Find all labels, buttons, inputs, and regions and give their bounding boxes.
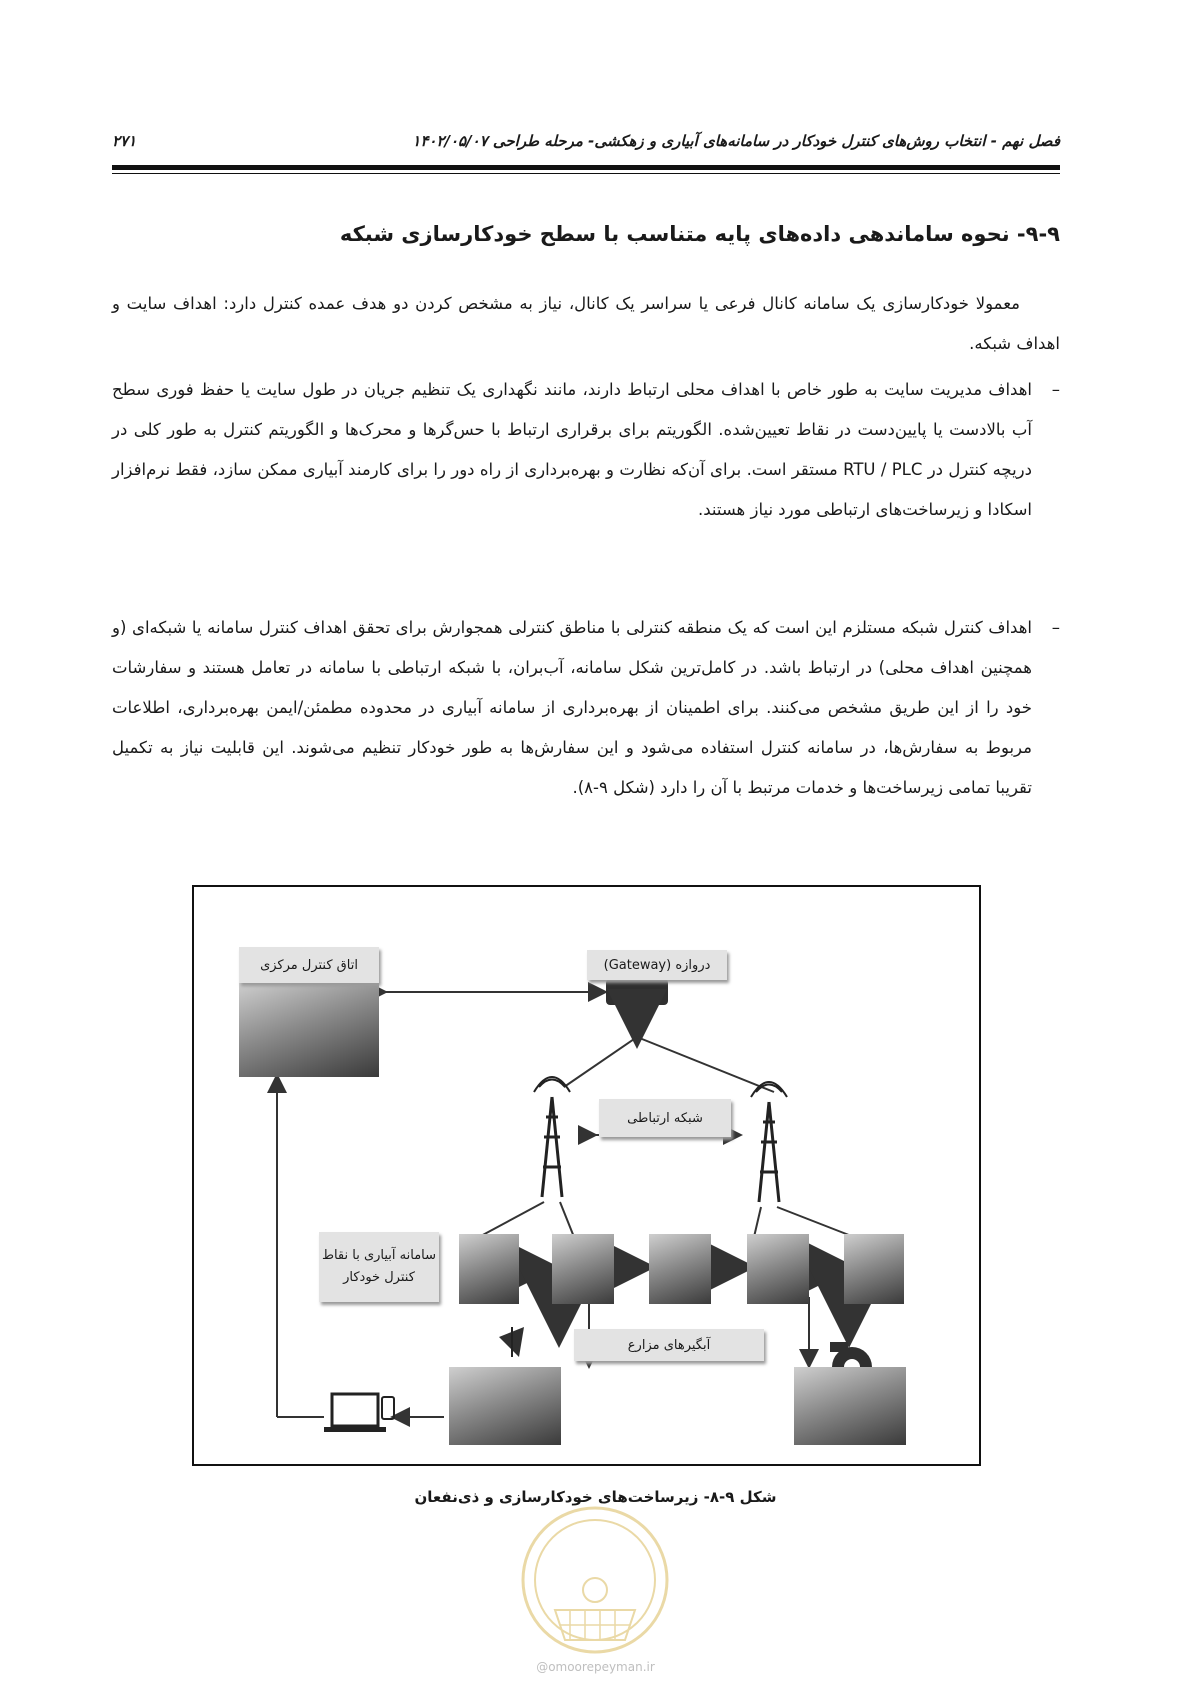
label-irrigation-line1: سامانه آبیاری با نقاط	[321, 1248, 437, 1263]
figure-caption: شکل ۹-۸- زیرساخت‌های خودکارسازی و ذی‌نفعان	[414, 1488, 777, 1506]
label-irrigation-line2: کنترل خودکار	[343, 1270, 415, 1285]
laptop-icon	[324, 1394, 386, 1432]
header-rule-thick	[112, 165, 1060, 170]
label-control-room: اتاق کنترل مرکزی	[239, 947, 379, 983]
running-header-title: فصل نهم - انتخاب روش‌های کنترل خودکار در سامانه‌های آبیاری و زهکشی- مرحله طراحی ۱۴۰۲/۰۵/۰۷	[412, 132, 1060, 150]
canal-photo-2	[552, 1234, 614, 1304]
link-gateway-tower-left	[564, 1037, 637, 1087]
canal-photo-4	[747, 1234, 809, 1304]
watermark-seal	[515, 1500, 675, 1660]
section-title: ۹-۹- نحوه ساماندهی داده‌های پایه متناسب با سطح خودکارسازی شبکه	[339, 222, 1060, 246]
farmer-photo-left	[449, 1367, 561, 1445]
intro-paragraph	[112, 284, 1060, 364]
page-number: ۲۷۱	[112, 132, 137, 150]
figure-automation-infrastructure	[192, 885, 981, 1466]
canal-photo-3	[649, 1234, 711, 1304]
bullet-network-objectives	[112, 608, 1060, 808]
canal-photo-1	[459, 1234, 519, 1304]
bullet-text: اهداف کنترل شبکه مستلزم این است که یک منطقه کنترلی با مناطق کنترلی همجوارش برای تحقق اهداف کنترل سامانه یا شبکه‌ای (و همچنین اهداف محلی) در ارتباط باشد. در کامل‌ترین شکل سامانه، آب‌بران، با شبکه ارتباطی با سامانه در تعامل هستند و سفارشات خود را از این طریق مشخص می‌کنند. برای اطمینان از بهره‌برداری از سامانه آبیاری در محدوده مطمئن/ایمن بهره‌برداری، اطلاعات مربوط به سفارش‌ها، در سامانه کنترل استفاده می‌شود و این سفارش‌ها به طور خودکار تنظیم می‌شوند. این قابلیت نیاز به تکمیل تقریبا تمامی زیرساخت‌ها و خدمات مرتبط با آن را دارد (شکل ۹-۸).	[112, 618, 1032, 797]
control-room-photo	[239, 982, 379, 1077]
farmer-photo-right	[794, 1367, 906, 1445]
label-irrigation-system	[319, 1232, 439, 1302]
label-farm-intakes: آبگیرهای مزارع	[574, 1329, 764, 1361]
canal-photo-5	[844, 1234, 904, 1304]
label-network: شبکه ارتباطی	[599, 1099, 731, 1137]
bullet-site-objectives	[112, 370, 1060, 530]
bullet-text: اهداف مدیریت سایت به طور خاص با اهداف محلی ارتباط دارند، مانند نگهداری یک تنظیم جریان در طول سایت یا حفظ فوری سطح آب بالادست یا پایین‌دست در نقاط تعیین‌شده. الگوریتم برای برقراری ارتباط با حس‌گرها و محرک‌ها و الگوریتم کنترل به طور کلی در دریچه کنترل در RTU / PLC مستقر است. برای آن‌که نظارت و بهره‌برداری از راه دور را برای کارمند آبیاری ممکن سازد، فقط نرم‌افزار اسکادا و زیرساخت‌های ارتباطی مورد نیاز هستند.	[112, 380, 1032, 519]
label-gateway: دروازه (Gateway)	[587, 950, 727, 980]
page-header	[112, 132, 1060, 154]
intro-text: معمولا خودکارسازی یک سامانه کانال فرعی یا سراسر یک کانال، نیاز به مشخص کردن دو هدف عمده کنترل دارد: اهداف سایت و اهداف شبکه.	[112, 294, 1060, 353]
phone-icon	[382, 1397, 394, 1419]
gateway-device	[606, 979, 668, 1005]
tower-right-icon	[751, 1082, 787, 1202]
watermark-url: @omoorepeyman.ir	[536, 1660, 655, 1674]
header-rule-thin	[112, 173, 1060, 174]
bullet-dash: –	[1051, 618, 1060, 637]
bullet-dash: –	[1051, 380, 1060, 399]
gate-valve-icon	[499, 1327, 524, 1357]
link-gateway-tower-right	[637, 1037, 774, 1092]
tower-left-icon	[534, 1077, 570, 1197]
